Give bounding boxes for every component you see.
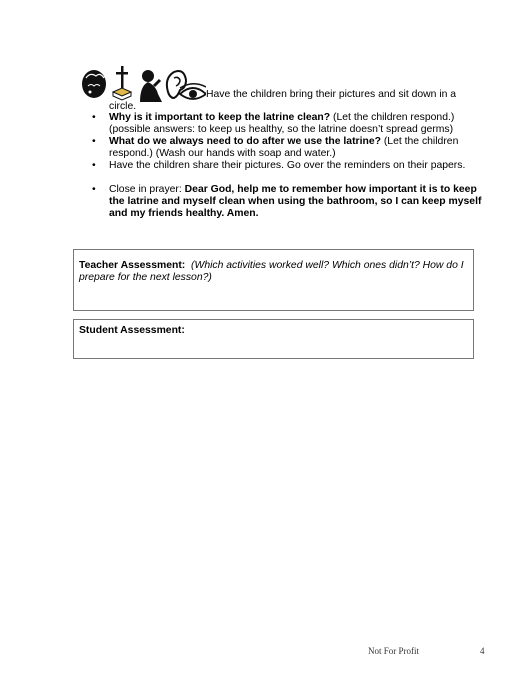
footer-text: Not For Profit xyxy=(368,646,420,656)
thinking-head-icon xyxy=(82,70,106,98)
item-text: (Let the children respond.) (possible answers: to keep us healthy, so the latrine doesn’t spread germs) xyxy=(109,112,455,135)
student-assessment-box[interactable] xyxy=(73,319,474,359)
bullet-marker: • xyxy=(92,184,96,195)
list-item xyxy=(92,160,492,172)
intro-text: Have the children bring their pictures and sit down in a circle. xyxy=(109,89,457,112)
item-text: Have the children share their pictures. Go over the reminders on their papers. xyxy=(109,160,466,171)
item-text: (Let the children respond.) (Wash our hands with soap and water.) xyxy=(109,136,459,159)
list-item xyxy=(92,112,492,136)
student-assessment-label: Student Assessment: xyxy=(79,325,185,336)
teacher-assessment-box[interactable] xyxy=(73,249,474,311)
bullet-marker: • xyxy=(92,160,96,171)
teacher-assessment-label: Teacher Assessment: xyxy=(79,260,186,271)
question-text: What do we always need to do after we use the latrine? xyxy=(109,136,381,147)
prayer-prefix: Close in prayer: xyxy=(109,184,185,195)
question-text: Why is it important to keep the latrine clean? xyxy=(109,112,331,123)
list-item xyxy=(92,136,492,160)
list-item xyxy=(92,184,492,220)
page-number: 4 xyxy=(480,646,485,656)
prayer-text: Dear God, help me to remember how important it is to keep the latrine and myself clean when using the bathroom, so I can keep myself and my friends healthy. Amen. xyxy=(109,184,482,219)
bullet-marker: • xyxy=(92,112,96,123)
bullet-list xyxy=(92,112,492,220)
bullet-marker: • xyxy=(92,136,96,147)
teacher-assessment-prompt: (Which activities worked well? Which ones didn’t? How do I prepare for the next lesson?) xyxy=(79,260,464,283)
